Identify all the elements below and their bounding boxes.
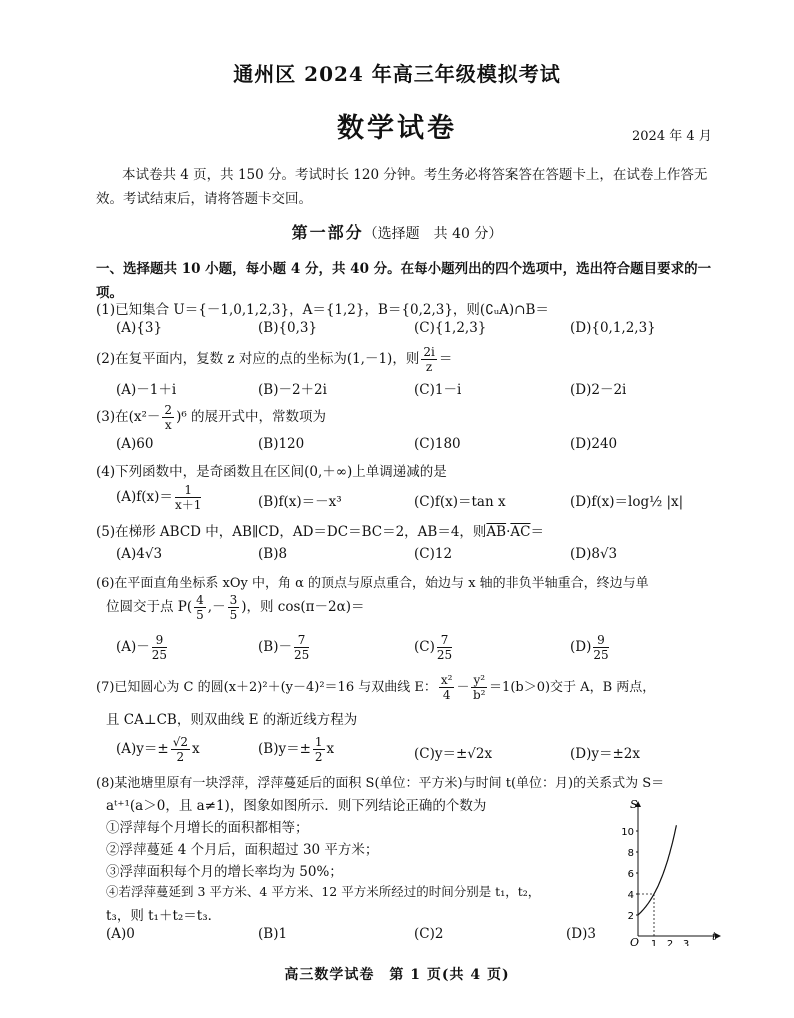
q2-option-a: (A)－1＋i xyxy=(116,382,177,398)
y-tick-label: 8 xyxy=(627,848,634,859)
subject-title: 数学试卷 xyxy=(337,113,457,144)
q7-b-post: x xyxy=(326,741,335,757)
question-2-stem xyxy=(96,346,452,373)
q7-b-pre: (B)y＝± xyxy=(258,741,311,757)
y-tick-label: 6 xyxy=(627,869,634,880)
q8-statement-4b: t₃，则 t₁＋t₂＝t₃． xyxy=(106,908,222,924)
q5-vector-ab: $\overline{AB}$ xyxy=(486,524,507,540)
q6-d-pre: (D) xyxy=(570,639,592,655)
question-7-line1 xyxy=(96,674,655,701)
q4-option-b: (B)f(x)＝－x³ xyxy=(258,494,342,510)
exam-instructions: 本试卷共 4 页，共 150 分。考试时长 120 分钟。考生务必将答案答在答题卡上，在试卷上作答无效。考试结束后，请将答题卡交回。 xyxy=(96,167,708,207)
q5-post: ＝ xyxy=(530,524,544,540)
q6-f1-num: 4 xyxy=(196,593,204,607)
x-tick-label: 2 xyxy=(666,939,674,946)
question-5-stem xyxy=(96,520,544,540)
question-4-stem: (4)下列函数中，是奇函数且在区间(0,＋∞)上单调递减的是 xyxy=(96,464,447,480)
q4-a-den: x＋1 xyxy=(174,498,202,512)
q3-post: )⁶ 的展开式中，常数项为 xyxy=(176,409,327,425)
q7-a-pre: (A)y＝± xyxy=(116,741,169,757)
q6-option-b xyxy=(258,634,311,661)
q7-l1-post: ＝1(b＞0)交于 A，B 两点， xyxy=(489,680,656,695)
q6-c-pre: (C) xyxy=(414,639,435,655)
q6-frac-2 xyxy=(228,594,240,621)
q3-option-b: (B)120 xyxy=(258,436,305,452)
q3-option-d: (D)240 xyxy=(570,436,618,452)
q6-a-pre: (A)－ xyxy=(116,639,150,655)
q7-minus: － xyxy=(456,680,470,695)
q8-statement-2: ②浮萍蔓延 4 个月后，面积超过 30 平方米； xyxy=(106,842,379,858)
q2-text: (2)在复平面内，复数 z 对应的点的坐标为(1,－1)，则 xyxy=(96,351,420,367)
q6-l2-pre: 位圆交于点 P( xyxy=(106,599,193,615)
q4-a-pre: (A)f(x)＝ xyxy=(116,489,173,505)
q1-option-c: (C){1,2,3} xyxy=(414,320,487,336)
y-tick-label: 2 xyxy=(627,911,634,922)
q8-option-c: (C)2 xyxy=(414,926,444,942)
q6-c-den: 25 xyxy=(436,648,453,662)
q3-option-c: (C)180 xyxy=(414,436,461,452)
q2-fraction xyxy=(421,346,436,373)
q2-frac-den: z xyxy=(425,360,433,374)
q6-b-fraction xyxy=(294,634,309,661)
q4-option-c: (C)f(x)＝tan x xyxy=(414,494,506,510)
q6-option-a xyxy=(116,634,169,661)
q7-f2-num: y² xyxy=(473,673,486,687)
q8-option-a: (A)0 xyxy=(106,926,135,942)
q3-frac-den: x xyxy=(164,418,172,432)
q8-option-d: (D)3 xyxy=(566,926,596,942)
q7-frac-2 xyxy=(471,674,487,701)
q6-b-num: 7 xyxy=(294,634,309,648)
q6-d-num: 9 xyxy=(593,634,608,648)
q4-option-a xyxy=(116,484,203,511)
q8-statement-1: ①浮萍每个月增长的面积都相等； xyxy=(106,820,309,836)
q3-fraction xyxy=(162,404,174,431)
q8-option-b: (B)1 xyxy=(258,926,288,942)
q5-option-d: (D)8√3 xyxy=(570,546,618,562)
q7-f2-den: b² xyxy=(473,688,486,702)
q6-option-c xyxy=(414,634,454,661)
q7-f1-den: 4 xyxy=(442,688,451,702)
question-7-line2: 且 CA⊥CB，则双曲线 E 的渐近线方程为 xyxy=(106,712,358,728)
q6-f2-num: 3 xyxy=(229,593,238,607)
q2-option-c: (C)1－i xyxy=(414,382,462,398)
y-tick-labels xyxy=(621,827,638,922)
question-1-stem: (1)已知集合 U＝{－1,0,1,2,3}，A＝{1,2}，B＝{0,2,3}，则(∁ᵤA)∩B＝ xyxy=(96,302,549,318)
exam-date: 2024 年 4 月 xyxy=(632,129,712,144)
q7-a-fraction xyxy=(171,736,190,763)
question-8-line1: (8)某池塘里原有一块浮萍，浮萍蔓延后的面积 S(单位：平方米)与时间 t(单位：月)的关系式为 S＝ xyxy=(96,776,665,791)
q7-l1-pre: (7)已知圆心为 C 的圆(x＋2)²＋(y－4)²＝16 与双曲线 E： xyxy=(96,680,437,695)
q6-a-den: 25 xyxy=(151,648,168,662)
q5-pre: (5)在梯形 ABCD 中，AB∥CD，AD＝DC＝BC＝2，AB＝4，则 xyxy=(96,524,487,540)
exponential-curve xyxy=(638,825,676,915)
part-heading xyxy=(0,220,794,243)
y-tick-label: 10 xyxy=(621,827,634,838)
q5-option-c: (C)12 xyxy=(414,546,453,562)
q6-f2-den: 5 xyxy=(229,608,238,622)
q7-b-den: 2 xyxy=(314,750,323,764)
q2-option-d: (D)2－2i xyxy=(570,382,627,398)
q6-l2-post: )，则 cos(π－2α)＝ xyxy=(241,599,365,615)
question-8-line2: aᵗ⁺¹(a＞0，且 a≠1)，图象如图所示．则下列结论正确的个数为 xyxy=(106,798,487,814)
q7-b-num: 1 xyxy=(314,735,323,749)
q2-frac-num: 2i xyxy=(423,345,435,359)
q5-vector-ac: $\overline{AC}$ xyxy=(510,524,531,540)
q8-exponential-graph xyxy=(612,796,724,946)
part-note: （选择题 共 40 分） xyxy=(363,226,503,242)
x-tick-labels xyxy=(651,939,689,946)
q5-option-a: (A)4√3 xyxy=(116,546,163,562)
q6-d-fraction xyxy=(593,634,608,661)
q6-a-fraction xyxy=(152,634,167,661)
q7-option-d: (D)y＝±2x xyxy=(570,746,640,762)
q8-statement-3: ③浮萍面积每个月的增长率均为 50%； xyxy=(106,864,343,880)
q6-a-num: 9 xyxy=(152,634,167,648)
q1-option-b: (B){0,3} xyxy=(258,320,318,336)
q5-option-b: (B)8 xyxy=(258,546,288,562)
q7-f1-num: x² xyxy=(440,673,453,687)
part-title: 第一部分 xyxy=(291,223,364,242)
q6-c-num: 7 xyxy=(437,634,452,648)
q1-option-d: (D){0,1,2,3} xyxy=(570,320,656,336)
q7-option-b xyxy=(258,736,334,763)
q3-option-a: (A)60 xyxy=(116,436,154,452)
q7-a-den: 2 xyxy=(176,750,185,764)
q7-frac-1 xyxy=(439,674,455,701)
q4-a-num: 1 xyxy=(175,484,201,498)
q8-statement-4a: ④若浮萍蔓延到 3 平方米、4 平方米、12 平方米所经过的时间分别是 t₁，t₂， xyxy=(106,884,541,899)
x-tick-label: 3 xyxy=(682,939,690,946)
q1-option-a: (A){3} xyxy=(116,320,163,336)
x-axis-label: t xyxy=(712,930,717,943)
q6-b-pre: (B)－ xyxy=(258,639,292,655)
q3-pre: (3)在(x²－ xyxy=(96,409,161,425)
q6-mid: ,－ xyxy=(207,599,226,615)
q4-option-d: (D)f(x)＝log½ |x| xyxy=(570,494,684,510)
question-3-stem xyxy=(96,404,326,431)
q6-frac-1 xyxy=(194,594,206,621)
q6-option-d xyxy=(570,634,611,661)
q6-f1-den: 5 xyxy=(196,608,204,622)
q6-b-den: 25 xyxy=(293,648,310,662)
q5-dot: · xyxy=(506,524,511,540)
q7-option-c: (C)y＝±√2x xyxy=(414,746,493,762)
y-axis-label: S xyxy=(630,798,638,811)
y-tick-label: 4 xyxy=(627,890,634,901)
q7-option-a xyxy=(116,736,200,763)
page-footer: 高三数学试卷 第 1 页(共 4 页) xyxy=(284,967,510,983)
origin-label: O xyxy=(630,936,640,946)
q7-a-num: √2 xyxy=(172,735,189,749)
q7-b-fraction xyxy=(313,736,325,763)
question-6-line1: (6)在平面直角坐标系 xOy 中，角 α 的顶点与原点重合，始边与 x 轴的非负半轴重合，终边与单 xyxy=(96,576,649,591)
q7-a-post: x xyxy=(192,741,200,757)
q2-tail: ＝ xyxy=(438,351,453,367)
section-instructions: 一、选择题共 10 小题，每小题 4 分，共 40 分。在每小题列出的四个选项中，选出符合题目要求的一项。 xyxy=(96,261,712,301)
q2-option-b: (B)－2＋2i xyxy=(258,382,327,398)
exam-title: 通州区 2024 年高三年级模拟考试 xyxy=(233,62,561,86)
q6-c-fraction xyxy=(437,634,452,661)
q6-d-den: 25 xyxy=(593,648,609,662)
question-6-line2 xyxy=(106,594,365,621)
x-tick-label: 1 xyxy=(650,939,658,946)
q3-frac-num: 2 xyxy=(164,403,173,417)
q4-a-fraction xyxy=(175,484,201,511)
